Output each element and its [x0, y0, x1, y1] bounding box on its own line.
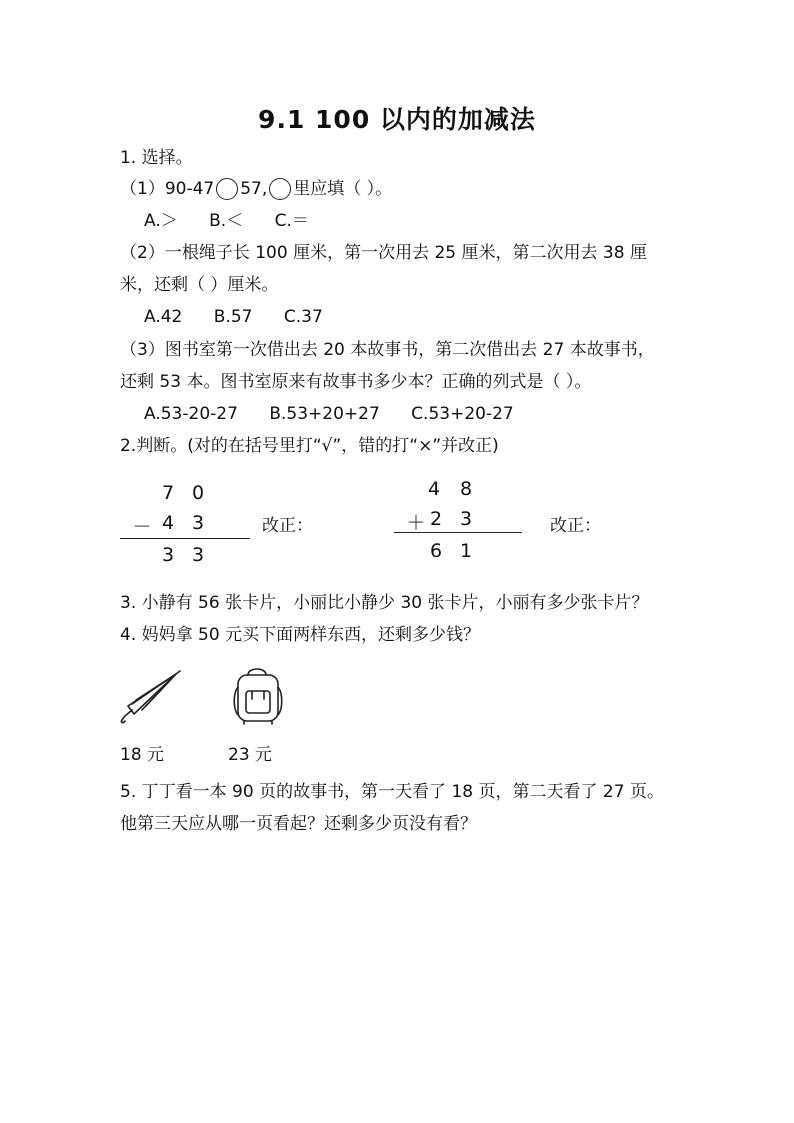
backpack-icon [230, 665, 286, 725]
right-vertical-calculation [394, 476, 524, 566]
q1-part1-options [144, 210, 335, 232]
blank-circle-icon [269, 178, 291, 200]
second-digit: 3 [191, 512, 205, 534]
q1-part1-question: 里应填（ ）。 [293, 179, 393, 199]
operator-sign: ＋ [406, 512, 426, 534]
result-digit: 1 [459, 540, 473, 562]
q1-part1 [120, 178, 392, 200]
q1-part3-line2: 还剩 53 本。图书室原来有故事书多少本？正确的列式是（ ）。 [120, 372, 592, 392]
page-title: 9.1 100 以内的加减法 [258, 105, 536, 134]
correction-label: 改正： [262, 516, 313, 536]
q1-part2-options [144, 306, 349, 328]
q1-part1-expression: （1）90-47 [120, 179, 215, 199]
umbrella-price: 18 元 [120, 745, 165, 765]
calculation-rule [120, 538, 250, 539]
q5-line1: 5. 丁丁看一本 90 页的故事书，第一天看了 18 页，第二天看了 27 页。 [120, 782, 664, 802]
calculation-rule [394, 532, 522, 533]
option-a: A.53-20-27 [144, 404, 238, 424]
backpack-price: 23 元 [228, 745, 273, 765]
option-a: A.＞ [144, 211, 178, 231]
q2-heading: 2.判断。(对的在括号里打“√”，错的打“×”并改正) [120, 436, 499, 456]
result-digit: 3 [191, 544, 205, 566]
top-digit: 4 [427, 478, 441, 500]
second-digit: 3 [459, 508, 473, 530]
result-digit: 3 [161, 544, 175, 566]
q1-part3-line1: （3）图书室第一次借出去 20 本故事书，第二次借出去 27 本故事书， [120, 340, 655, 360]
second-digit: 4 [161, 512, 175, 534]
q1-part2-line1: （2）一根绳子长 100 厘米，第一次用去 25 厘米，第二次用去 38 厘 [120, 243, 647, 263]
blank-circle-icon [216, 178, 238, 200]
q3-text: 3. 小静有 56 张卡片，小丽比小静少 30 张卡片，小丽有多少张卡片？ [120, 593, 649, 613]
option-b: B.53+20+27 [269, 404, 380, 424]
top-digit: 7 [161, 482, 175, 504]
top-digit: 0 [191, 482, 205, 504]
option-b: B.＜ [209, 211, 244, 231]
operator-sign: － [132, 516, 152, 538]
left-vertical-calculation [120, 480, 252, 570]
option-a: A.42 [144, 307, 183, 327]
q1-part3-options [144, 403, 540, 425]
q1-part1-value: 57, [240, 179, 268, 199]
q5-line2: 他第三天应从哪一页看起？还剩多少页没有看？ [120, 814, 477, 834]
option-c: C.53+20-27 [411, 404, 514, 424]
result-digit: 6 [429, 540, 443, 562]
q1-heading: 1. 选择。 [120, 148, 193, 168]
option-c: C.37 [283, 307, 323, 327]
q4-text: 4. 妈妈拿 50 元买下面两样东西，还剩多少钱？ [120, 625, 481, 645]
option-c: C.＝ [274, 211, 309, 231]
correction-label: 改正： [550, 516, 601, 536]
option-b: B.57 [213, 307, 253, 327]
q1-part2-line2: 米，还剩（ ）厘米。 [120, 275, 279, 295]
second-digit: 2 [429, 508, 443, 530]
top-digit: 8 [459, 478, 473, 500]
umbrella-icon [116, 668, 186, 724]
